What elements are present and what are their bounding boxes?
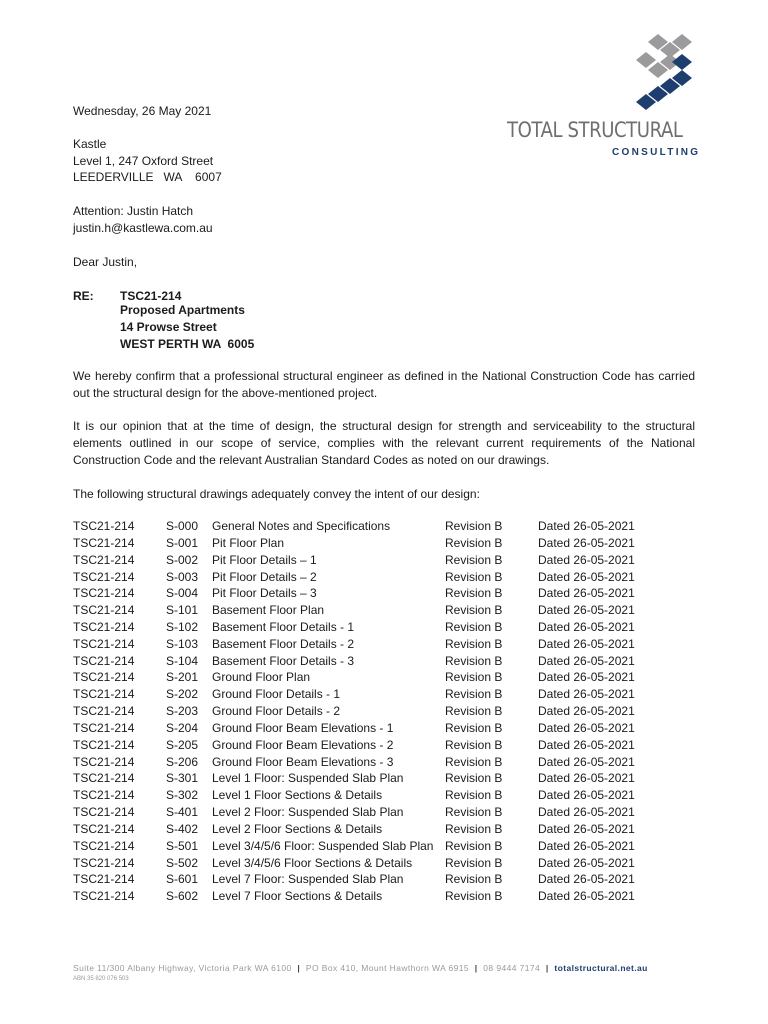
drawing-number: S-204: [166, 720, 199, 735]
drawing-job-number: TSC21-214: [73, 838, 135, 853]
drawing-row: [73, 669, 635, 686]
drawing-row: [73, 838, 635, 855]
drawing-date: Dated 26-05-2021: [538, 619, 635, 634]
drawing-number: S-301: [166, 771, 199, 786]
footer-separator: |: [474, 963, 478, 973]
drawing-revision: Revision B: [445, 552, 503, 567]
drawing-job-number: TSC21-214: [73, 855, 135, 870]
footer-po-box: PO Box 410, Mount Hawthorn WA 6915: [305, 963, 469, 973]
drawing-revision: Revision B: [445, 720, 503, 735]
footer-address: Suite 11/300 Albany Highway, Victoria Park WA 6100: [73, 963, 292, 973]
drawing-revision: Revision B: [445, 603, 503, 618]
drawing-title: Level 3/4/5/6 Floor Sections & Details: [212, 855, 413, 870]
re-project-number: TSC21-214: [120, 289, 182, 303]
drawing-row: [73, 535, 635, 552]
drawing-number: S-401: [166, 805, 199, 820]
drawing-title: Basement Floor Details - 3: [212, 653, 355, 668]
drawing-date: Dated 26-05-2021: [538, 855, 635, 870]
drawing-row: [73, 871, 635, 888]
drawing-job-number: TSC21-214: [73, 586, 135, 601]
recipient-street: Level 1, 247 Oxford Street: [73, 154, 214, 168]
drawing-revision: Revision B: [445, 586, 503, 601]
drawing-date: Dated 26-05-2021: [538, 737, 635, 752]
drawing-row: [73, 821, 635, 838]
drawing-row: [73, 737, 635, 754]
drawing-revision: Revision B: [445, 569, 503, 584]
drawing-date: Dated 26-05-2021: [538, 805, 635, 820]
drawing-revision: Revision B: [445, 821, 503, 836]
drawing-date: Dated 26-05-2021: [538, 788, 635, 803]
paragraph-opinion: It is our opinion that at the time of design, the structural design for strength and serviceability to the structural elements outlined in our scope of service, complies with the relevant current requirements of the National Construction Code and the relevant Australian Standard Codes as noted on our drawings.: [73, 419, 695, 467]
paragraph-drawings-intro: The following structural drawings adequately convey the intent of our design:: [73, 487, 480, 501]
drawing-revision: Revision B: [445, 838, 503, 853]
re-suburb: WEST PERTH WA 6005: [120, 337, 255, 351]
drawing-job-number: TSC21-214: [73, 720, 135, 735]
drawing-row: [73, 720, 635, 737]
drawing-job-number: TSC21-214: [73, 603, 135, 618]
drawing-job-number: TSC21-214: [73, 535, 135, 550]
drawing-title: Level 1 Floor Sections & Details: [212, 788, 383, 803]
drawing-row: [73, 787, 635, 804]
paragraph-confirmation: We hereby confirm that a professional structural engineer as defined in the National Construction Code has carried out the structural design for the above-mentioned project.: [73, 369, 695, 400]
drawing-title: Level 2 Floor Sections & Details: [212, 821, 383, 836]
drawing-job-number: TSC21-214: [73, 872, 135, 887]
drawing-revision: Revision B: [445, 535, 503, 550]
drawing-title: Basement Floor Details - 2: [212, 636, 355, 651]
drawing-date: Dated 26-05-2021: [538, 872, 635, 887]
drawing-job-number: TSC21-214: [73, 687, 135, 702]
drawing-title: Pit Floor Details – 3: [212, 586, 317, 601]
footer-separator: |: [297, 963, 301, 973]
logo-title: TOTAL STRUCTURAL: [507, 118, 683, 142]
drawing-job-number: TSC21-214: [73, 771, 135, 786]
footer-phone: 08 9444 7174: [483, 963, 541, 973]
drawing-revision: Revision B: [445, 788, 503, 803]
drawing-revision: Revision B: [445, 872, 503, 887]
drawing-revision: Revision B: [445, 754, 503, 769]
logo-subtitle: CONSULTING: [612, 147, 701, 158]
drawing-revision: Revision B: [445, 855, 503, 870]
drawing-number: S-003: [166, 569, 199, 584]
drawing-row: [73, 686, 635, 703]
footer-contact: [73, 963, 648, 973]
drawing-title: Ground Floor Details - 2: [212, 704, 341, 719]
logo-segment: [672, 54, 692, 70]
footer-separator: |: [545, 963, 549, 973]
drawing-title: Basement Floor Plan: [212, 603, 325, 618]
drawing-date: Dated 26-05-2021: [538, 687, 635, 702]
logo-mark-icon: [630, 32, 698, 112]
drawing-revision: Revision B: [445, 771, 503, 786]
drawing-job-number: TSC21-214: [73, 889, 135, 904]
drawing-number: S-103: [166, 636, 199, 651]
drawing-number: S-205: [166, 737, 199, 752]
drawing-date: Dated 26-05-2021: [538, 552, 635, 567]
drawing-title: Level 1 Floor: Suspended Slab Plan: [212, 771, 404, 786]
drawing-date: Dated 26-05-2021: [538, 586, 635, 601]
re-label: RE:: [73, 289, 94, 303]
drawing-job-number: TSC21-214: [73, 737, 135, 752]
drawing-date: Dated 26-05-2021: [538, 535, 635, 550]
recipient-email[interactable]: justin.h@kastlewa.com.au: [73, 221, 213, 235]
drawing-revision: Revision B: [445, 619, 503, 634]
drawing-job-number: TSC21-214: [73, 619, 135, 634]
drawing-job-number: TSC21-214: [73, 670, 135, 685]
drawing-date: Dated 26-05-2021: [538, 754, 635, 769]
drawing-job-number: TSC21-214: [73, 821, 135, 836]
drawing-title: Level 7 Floor Sections & Details: [212, 889, 383, 904]
drawing-revision: Revision B: [445, 670, 503, 685]
drawing-row: [73, 653, 635, 670]
drawing-job-number: TSC21-214: [73, 788, 135, 803]
drawing-date: Dated 26-05-2021: [538, 821, 635, 836]
footer-website-link[interactable]: totalstructural.net.au: [554, 963, 648, 973]
drawing-revision: Revision B: [445, 889, 503, 904]
drawing-number: S-202: [166, 687, 199, 702]
drawing-date: Dated 26-05-2021: [538, 569, 635, 584]
drawing-date: Dated 26-05-2021: [538, 670, 635, 685]
re-street: 14 Prowse Street: [120, 320, 217, 334]
drawing-number: S-000: [166, 519, 199, 534]
recipient-name: Kastle: [73, 137, 107, 151]
drawing-number: S-101: [166, 603, 199, 618]
drawing-date: Dated 26-05-2021: [538, 704, 635, 719]
drawing-job-number: TSC21-214: [73, 754, 135, 769]
drawing-number: S-104: [166, 653, 199, 668]
drawing-revision: Revision B: [445, 636, 503, 651]
drawing-title: Ground Floor Beam Elevations - 1: [212, 720, 394, 735]
drawing-number: S-201: [166, 670, 199, 685]
drawing-number: S-002: [166, 552, 199, 567]
drawing-date: Dated 26-05-2021: [538, 519, 635, 534]
recipient-suburb: LEEDERVILLE WA 6007: [73, 170, 222, 184]
drawing-job-number: TSC21-214: [73, 519, 135, 534]
drawing-number: S-602: [166, 889, 199, 904]
drawing-title: Ground Floor Plan: [212, 670, 311, 685]
drawing-title: Level 3/4/5/6 Floor: Suspended Slab Plan: [212, 838, 434, 853]
drawing-title: Ground Floor Details - 1: [212, 687, 341, 702]
attention-line: Attention: Justin Hatch: [73, 204, 194, 218]
letter-date: Wednesday, 26 May 2021: [73, 104, 212, 118]
drawing-revision: Revision B: [445, 805, 503, 820]
drawing-title: Pit Floor Details – 1: [212, 552, 317, 567]
drawing-row: [73, 518, 635, 535]
drawing-row: [73, 855, 635, 872]
re-project-name: Proposed Apartments: [120, 303, 245, 317]
drawings-table: [73, 518, 635, 905]
drawing-title: Pit Floor Plan: [212, 535, 285, 550]
drawing-row: [73, 552, 635, 569]
logo-segment: [636, 52, 656, 68]
salutation: Dear Justin,: [73, 255, 138, 269]
drawing-number: S-203: [166, 704, 199, 719]
drawing-revision: Revision B: [445, 519, 503, 534]
drawing-title: Level 7 Floor: Suspended Slab Plan: [212, 872, 404, 887]
drawing-row: [73, 619, 635, 636]
drawing-number: S-102: [166, 619, 199, 634]
drawing-number: S-302: [166, 788, 199, 803]
drawing-revision: Revision B: [445, 737, 503, 752]
drawing-row: [73, 636, 635, 653]
drawing-number: S-501: [166, 838, 199, 853]
drawing-job-number: TSC21-214: [73, 704, 135, 719]
drawing-job-number: TSC21-214: [73, 805, 135, 820]
drawing-row: [73, 770, 635, 787]
drawing-date: Dated 26-05-2021: [538, 653, 635, 668]
drawing-number: S-206: [166, 754, 199, 769]
drawing-job-number: TSC21-214: [73, 552, 135, 567]
drawing-title: General Notes and Specifications: [212, 519, 391, 534]
drawing-revision: Revision B: [445, 653, 503, 668]
drawing-title: Ground Floor Beam Elevations - 2: [212, 737, 394, 752]
drawing-row: [73, 585, 635, 602]
drawing-number: S-402: [166, 821, 199, 836]
drawing-row: [73, 804, 635, 821]
drawing-number: S-001: [166, 535, 199, 550]
drawing-date: Dated 26-05-2021: [538, 889, 635, 904]
drawing-row: [73, 568, 635, 585]
drawing-row: [73, 703, 635, 720]
drawing-date: Dated 26-05-2021: [538, 720, 635, 735]
drawing-revision: Revision B: [445, 704, 503, 719]
drawing-title: Ground Floor Beam Elevations - 3: [212, 754, 394, 769]
drawing-date: Dated 26-05-2021: [538, 838, 635, 853]
drawing-number: S-601: [166, 872, 199, 887]
drawing-date: Dated 26-05-2021: [538, 771, 635, 786]
drawing-job-number: TSC21-214: [73, 636, 135, 651]
drawing-number: S-502: [166, 855, 199, 870]
drawing-date: Dated 26-05-2021: [538, 603, 635, 618]
drawing-title: Level 2 Floor: Suspended Slab Plan: [212, 805, 404, 820]
drawing-row: [73, 888, 635, 905]
footer-abn: ABN 35 820 076 503: [73, 976, 129, 982]
drawing-number: S-004: [166, 586, 199, 601]
drawing-row: [73, 602, 635, 619]
drawing-title: Pit Floor Details – 2: [212, 569, 317, 584]
drawing-revision: Revision B: [445, 687, 503, 702]
drawing-job-number: TSC21-214: [73, 653, 135, 668]
drawing-job-number: TSC21-214: [73, 569, 135, 584]
drawing-title: Basement Floor Details - 1: [212, 619, 355, 634]
drawing-date: Dated 26-05-2021: [538, 636, 635, 651]
drawing-row: [73, 754, 635, 771]
